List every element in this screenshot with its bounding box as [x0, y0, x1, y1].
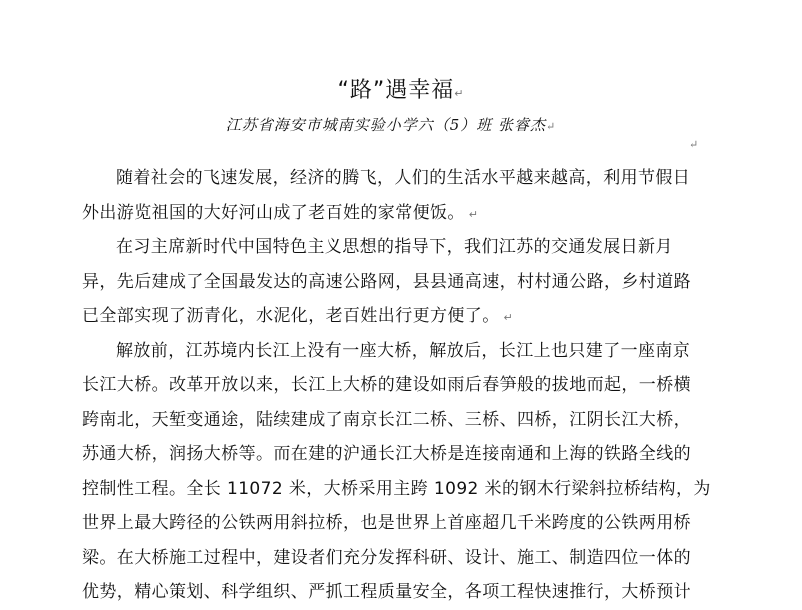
body-line — [82, 541, 696, 576]
body-line — [82, 196, 696, 231]
body-line-text: 跨南北，天堑变通途，陆续建成了南京长江二桥、三桥、四桥，江阴长江大桥， — [82, 409, 691, 430]
body-line-text: 梁。在大桥施工过程中，建设者们充分发挥科研、设计、施工、制造四位一体的 — [82, 547, 691, 568]
body-line-text: 已全部实现了沥青化，水泥化，老百姓出行更方便了。 — [82, 306, 500, 326]
paragraph-mark-icon: ↵ — [689, 138, 699, 151]
body-line — [82, 575, 696, 610]
document-body — [82, 161, 711, 610]
body-line-text: 异，先后建成了全国最发达的高速公路网，县县通高速，村村通公路，乡村道路 — [82, 271, 691, 292]
body-line-text: 随着社会的飞速发展，经济的腾飞，人们的生活水平越来越高，利用节假日 — [116, 168, 691, 188]
body-line-text: 解放前，江苏境内长江上没有一座大桥，解放后，长江上也只建了一座南京 — [116, 340, 691, 361]
document-title — [0, 73, 802, 104]
body-line — [82, 265, 696, 300]
body-line — [82, 368, 696, 403]
body-line — [82, 472, 711, 507]
body-line-text: 控制性工程。全长 11072 米，大桥采用主跨 1092 米的钢木行梁斜拉桥结构，为 — [82, 478, 711, 499]
paragraph-mark-icon: ↵ — [454, 87, 465, 100]
body-line-text: 长江大桥。改革开放以来，长江上大桥的建设如雨后春笋般的拔地而起，一桥横 — [82, 375, 691, 395]
paragraph-mark-icon: ↵ — [499, 311, 514, 324]
body-line-text: 外出游览祖国的大好河山成了老百姓的家常便饭。 — [82, 202, 465, 223]
body-line-text: 在习主席新时代中国特色主义思想的指导下，我们江苏的交通发展日新月 — [116, 237, 673, 257]
author-text: 江苏省海安市城南实验小学六（5）班 张睿杰 — [225, 116, 547, 134]
body-line — [82, 299, 696, 334]
body-line — [82, 437, 696, 472]
body-line — [82, 161, 696, 196]
body-line-text: 世界上最大跨径的公铁两用斜拉桥，也是世界上首座超几千米跨度的公铁两用桥 — [82, 513, 691, 533]
body-line-text: 优势，精心策划、科学组织、严抓工程质量安全，各项工程快速推行，大桥预计 — [82, 582, 691, 602]
body-line — [82, 403, 696, 438]
paragraph-mark-icon: ↵ — [464, 207, 479, 221]
author-line — [0, 114, 782, 135]
paragraph-mark-icon: ↵ — [546, 120, 557, 133]
body-line — [82, 506, 696, 541]
body-line-text: 苏通大桥，润扬大桥等。而在建的沪通长江大桥是连接南通和上海的铁路全线的 — [82, 444, 691, 464]
title-text: “路”遇幸福 — [337, 78, 455, 103]
body-line — [82, 230, 696, 265]
body-line — [82, 334, 696, 369]
